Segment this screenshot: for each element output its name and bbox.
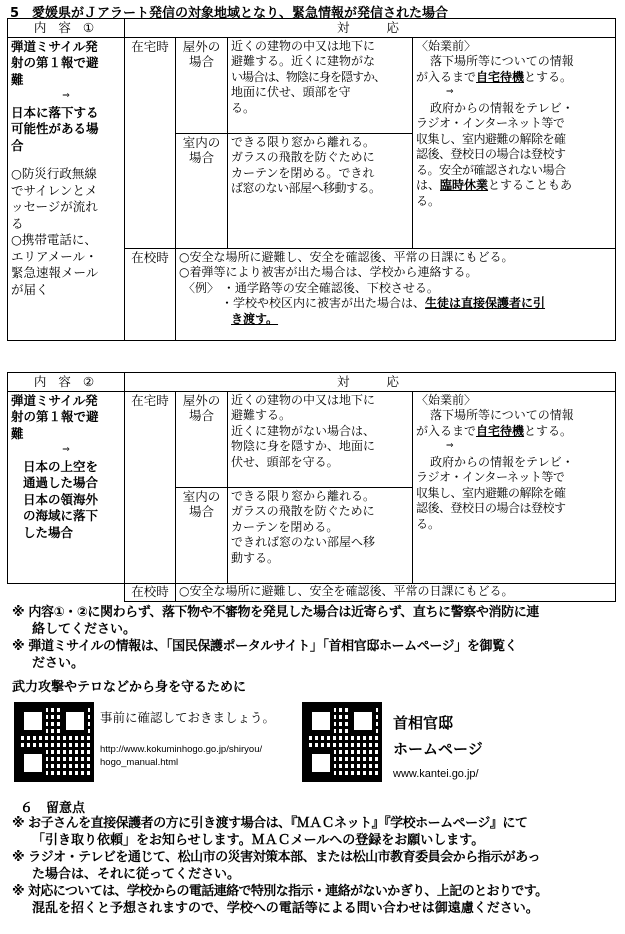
at-school-text: ○安全な場所に避難し、安全を確認後、平常の日課にもどる。 ○着弾等により被害が出た場合は、学校から連絡する。 〈例〉 ・通学路等の安全確認後、下校させる。 ・学校や校区内に被害が出た場合は、生徒は直接保護者に引 き渡す。 — [176, 248, 616, 340]
url-kokuminhogo-1: http://www.kokuminhogo.go.jp/shiryou/ — [100, 744, 263, 755]
indoor-label: 室内の 場合 — [176, 487, 228, 583]
kantei-title-1: 首相官邸 — [393, 714, 454, 732]
at-home-label: 在宅時 — [125, 37, 176, 248]
check-text: 事前に確認しておきましょう。 — [100, 710, 276, 725]
header-response: 対 応 — [125, 19, 616, 38]
indoor-text: できる限り窓から離れる。 ガラスの飛散を防ぐために カーテンを閉める。 できれば窓のない部屋へ移 動する。 — [228, 487, 413, 583]
notes-block-1: ※ 内容①・②に関わらず、落下物や不審物を発見した場合は近寄らず、直ちに警察や消防に連 絡してください。 ※ 弾道ミサイルの情報は、「国民保護ポータルサイト」「首相官邸ホームページ」を御覧く ださい。 — [12, 605, 539, 671]
content-heading: 弾道ミサイル発 射の第１報で避 難 — [11, 392, 99, 441]
outdoor-label: 屋外の 場合 — [176, 37, 228, 133]
at-school-text: ○安全な場所に避難し、安全を確認後、平常の日課にもどる。 — [176, 583, 616, 601]
home-standby: 自宅待機 — [476, 69, 525, 84]
response-before-start: 〈始業前〉 落下場所等についての情報 が入るまで自宅待機とする。 ⇒ 政府からの情報をテレビ・ ラジオ・インターネット等で 収集し、室内避難の解除を確 認後、登校日の場合は登校す る。 — [413, 391, 616, 583]
qr-code-kokuminhogo — [14, 702, 94, 782]
qr-code-kantei — [302, 702, 382, 782]
kantei-title-2: ホームページ — [393, 740, 483, 758]
at-home-label: 在宅時 — [125, 391, 176, 583]
url-kokuminhogo-2: hogo_manual.html — [100, 757, 179, 768]
section-5-title: 5 愛媛県がＪアラート発信の対象地域となり、緊急情報が発信された場合 — [10, 6, 449, 21]
content-heading-2: 日本の上空を 通過した場合 日本の領海外 の海域に落下 した場合 — [23, 458, 99, 540]
header-response: 対 応 — [125, 373, 616, 392]
outdoor-text: 近くの建物の中又は地下に 避難する。 近くに建物がない場合は、 物陰に身を隠すか、地面に 伏せ、頭部を守る。 — [228, 391, 413, 487]
content-heading-2: 日本に落下する 可能性がある場 合 — [11, 104, 99, 153]
banner-heading: 武力攻撃やテロなどから身を守るために — [12, 680, 247, 695]
home-standby: 自宅待機 — [476, 423, 525, 438]
outdoor-label: 屋外の 場合 — [176, 391, 228, 487]
content-cell-1 — [8, 37, 125, 340]
temporary-closure: 臨時休業 — [440, 178, 489, 192]
indoor-label: 室内の 場合 — [176, 133, 228, 248]
section-6-title: ６ 留意点 — [20, 801, 86, 816]
kantei-url: www.kantei.go.jp/ — [393, 768, 479, 780]
notes-block-2: ※ お子さんを直接保護者の方に引き渡す場合は、『ＭＡＣネット』『学校ホームページ』にて 「引き取り依頼」をお知らせします。ＭＡＣメールへの登録をお願いします。 ※ ラジオ・テレビを通じて、松山市の災害対策本部、または松山市教育委員会から指示があっ た場合は、それに従ってください。 ※ 対応については、学校からの電話連絡で特別な指示・連絡がないかぎり、上記のとおりです。 混乱を招くと予想されますので、学校への電話等による問い合わせは御遠慮ください。 — [12, 816, 548, 916]
content-notes: ○防災行政無線 でサイレンとメ ッセージが流れ る ○携帯電話に、 エリアメール・ 緊急速報メール が届く — [11, 166, 99, 297]
table-content-1 — [7, 18, 616, 341]
content-cell-2 — [8, 391, 125, 583]
table-content-2 — [7, 372, 616, 602]
at-school-label: 在校時 — [125, 248, 176, 340]
at-school-label: 在校時 — [125, 583, 176, 601]
outdoor-text: 近くの建物の中又は地下に 避難する。近くに建物がな い場合は、物陰に身を隠すか、 地面に伏せ、頭部を守 る。 — [228, 37, 413, 133]
content-heading: 弾道ミサイル発 射の第１報で避 難 — [11, 38, 99, 87]
arrow-icon: ⇒ — [446, 441, 454, 451]
header-content: 内 容 ① — [8, 19, 125, 38]
header-content: 内 容 ② — [8, 373, 125, 392]
arrow-icon: ⇒ — [446, 87, 454, 97]
arrow-icon: ⇒ — [62, 91, 70, 101]
indoor-text: できる限り窓から離れる。 ガラスの飛散を防ぐために カーテンを閉める。できれ ば窓のない部屋へ移動する。 — [228, 133, 413, 248]
arrow-icon: ⇒ — [62, 445, 70, 455]
response-before-start: 〈始業前〉 落下場所等についての情報 が入るまで自宅待機とする。 ⇒ 政府からの情報をテレビ・ ラジオ・インターネット等で 収集し、室内避難の解除を確 認後、登校日の場合は登校す る。安全が確認されない場合 は、臨時休業とすることもあ る。 — [413, 37, 616, 248]
